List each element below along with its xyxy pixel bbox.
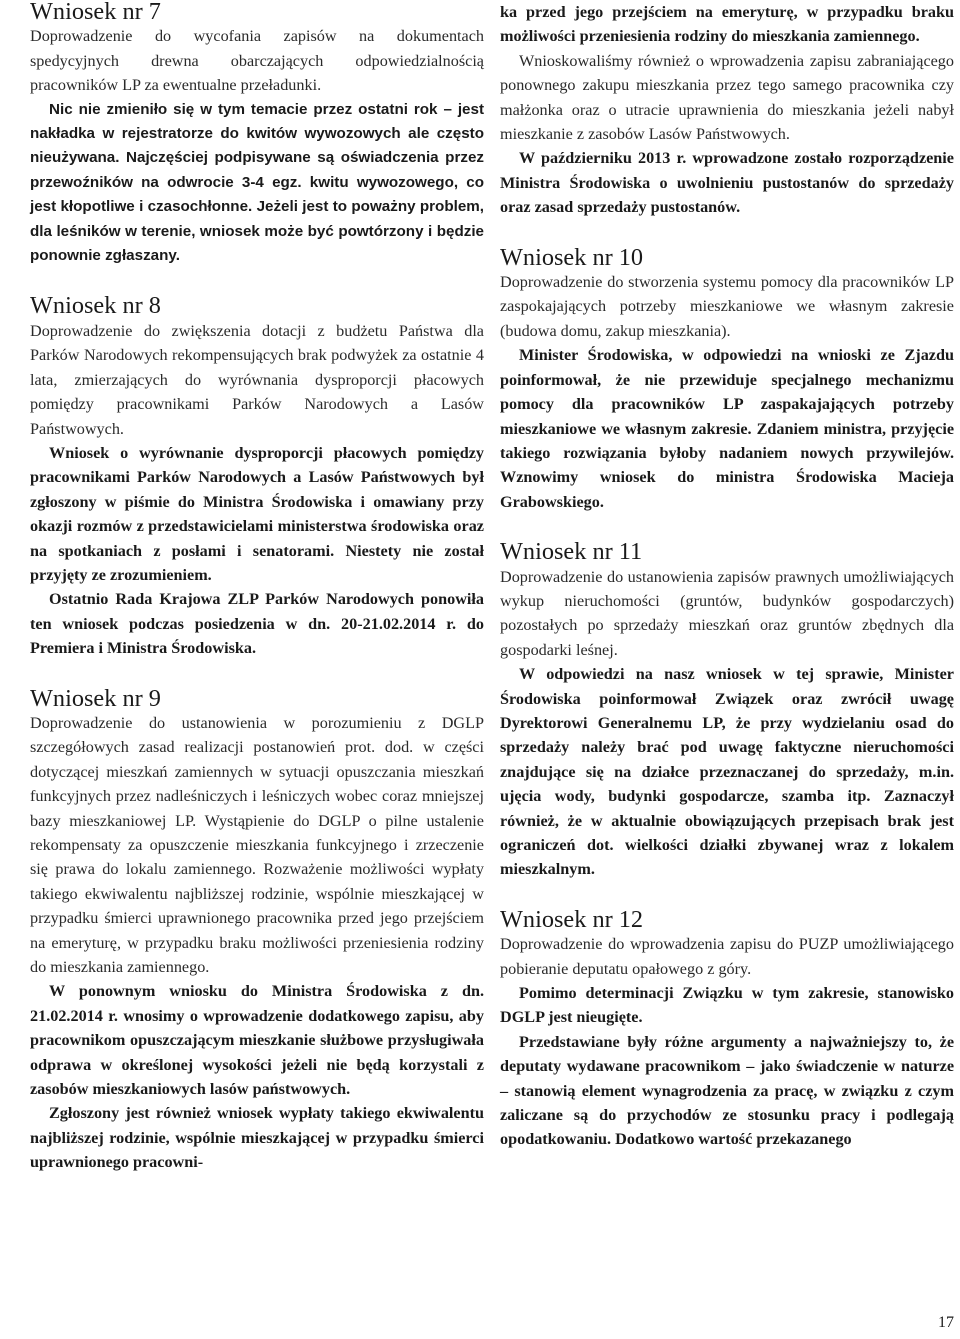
wniosek-9-response-2: Zgłoszony jest również wniosek wypłaty takiego ekwiwalentu najbliższej rodzinie, wspólnie mieszkającej w przypadku śmierci uprawnionego pracowni- bbox=[30, 1104, 484, 1172]
continuation-text: ka przed jego przejściem na emeryturę, w przypadku braku możliwości przeniesienia rodziny do mieszkania zamiennego. bbox=[500, 3, 954, 46]
wniosek-8-response: Wniosek o wyrównanie dysproporcji płacowych pomiędzy pracownikami Parków Narodowych a Lasów Państwowych był zgłoszony w piśmie do Ministra Środowiska i omawiany przy okazji rozmów z przedstawicielami ministerstwa środowiska oraz na spotkaniach z posłami i senatorami. Niestety nie został przyjęty ze zrozumieniem. bbox=[30, 443, 484, 584]
wniosek-7-text: Doprowadzenie do wycofania zapisów na dokumentach spedycyjnych drewna obarczających odpowiedzialnością pracowników LP za ewentualne przeładunki. bbox=[30, 27, 484, 95]
wniosek-7-response bbox=[30, 98, 484, 269]
wniosek-12-text: Doprowadzenie do wprowadzenia zapisu do PUZP umożliwiającego pobieranie deputatu opałowego z góry. bbox=[500, 935, 954, 978]
left-column bbox=[30, 0, 484, 1175]
wniosek-10-text: Doprowadzenie do stworzenia systemu pomocy dla pracowników LP zaspokajających potrzeby mieszkaniowe we własnym zakresie (budowa domu, zakup mieszkania). bbox=[500, 273, 954, 340]
heading-wniosek-8: Wniosek nr 8 bbox=[30, 292, 161, 320]
heading-wniosek-11: Wniosek nr 11 bbox=[500, 538, 643, 566]
right-column bbox=[500, 0, 954, 1152]
wniosek-8-response-2: Ostatnio Rada Krajowa ZLP Parków Narodowych ponowiła ten wniosek podczas posiedzenia w dn. 20-21.02.2014 r. do Premiera i Ministra Środowiska. bbox=[30, 590, 484, 658]
heading-wniosek-12: Wniosek nr 12 bbox=[500, 905, 644, 933]
continuation-text-3: W październiku 2013 r. wprowadzone zostało rozporządzenie Ministra Środowiska o uwolnieniu pustostanów do sprzedaży oraz zasad sprzedaży pustostanów. bbox=[500, 149, 954, 217]
wniosek-9-response: W ponownym wniosku do Ministra Środowiska z dn. 21.02.2014 r. wnosimy o wprowadzenie dodatkowego zapisu, aby pracownikom opuszczającym mieszkanie służbowe przysługiwała odprawa w określonej wysokości jeżeli nie będą korzystali z zasobów mieszkaniowych lasów państwowych. bbox=[30, 982, 484, 1099]
wniosek-8-text: Doprowadzenie do zwiększenia dotacji z budżetu Państwa dla Parków Narodowych rekompensujących brak podwyżek za ostatnie 4 lata, zmierzających do wyrównania dysproporcji płacowych pomiędzy pracownikami Parków Narodowych a Lasów Państwowych. bbox=[30, 321, 484, 438]
wniosek-11-response: W odpowiedzi na nasz wniosek w tej sprawie, Minister Środowiska poinformował Związek oraz zwrócił uwagę Dyrektorowi Generalnemu LP, że przy wydzielaniu osad do sprzedaży należy brać pod uwagę faktyczne nieruchomości znajdujące się na działce przeznaczanej do sprzedaży, m.in. ujęcia wody, budynki gospodarcze, szamba itp. Zaznaczył również, że w aktualnie obowiązujących przepisach brak jest ograniczeń dot. wielkości działki zbywanej wraz z lokalem mieszkalnym. bbox=[500, 665, 954, 879]
wniosek-11-text: Doprowadzenie do ustanowienia zapisów prawnych umożliwiających wykup nieruchomości (gruntów, budynków gospodarczych) pozostałych po sprzedaży mieszkań oraz gruntów zbędnych dla gospodarki leśnej. bbox=[500, 567, 954, 659]
wniosek-10-response: Minister Środowiska, w odpowiedzi na wnioski ze Zjazdu poinformował, że nie przewiduje specjalnego mechanizmu pomocy dla pracowników LP zaspakajających potrzeby mieszkaniowe we własnym zakresie. Zdaniem ministra, przyjęcie takiego rozwiązania byłoby nadaniem nowych przywilejów. Wznowimy wniosek do ministra Środowiska Macieja Grabowskiego. bbox=[500, 346, 954, 511]
wniosek-7-response-a: Nic nie zmieniło się w tym temacie przez ostatni rok – jest nakładka w rejestratorze do kwitów wywozowych ale często nieużywana. bbox=[30, 100, 484, 167]
heading-wniosek-7: Wniosek nr 7 bbox=[30, 0, 161, 25]
continuation-text-2: Wnioskowaliśmy również o wprowadzenia zapisu zabraniającego ponownego zakupu mieszkania przez tego samego pracownika czy małżonka oraz o utracie uprawnienia do mieszkania jeżeli nabył mieszkanie z zasobów Lasów Państwowych. bbox=[500, 51, 954, 144]
wniosek-12-response: Pomimo determinacji Związku w tym zakresie, stanowisko DGLP jest nieugięte. bbox=[500, 984, 954, 1027]
heading-wniosek-9: Wniosek nr 9 bbox=[30, 684, 161, 712]
page-number: 17 bbox=[938, 1314, 954, 1331]
heading-wniosek-10: Wniosek nr 10 bbox=[500, 243, 644, 271]
wniosek-12-response-2: Przedstawiane były różne argumenty a najważniejszy to, że deputaty wydawane pracownikom – jako świadczenie w naturze – stanowią element wynagrodzenia za pracę, w związku z czym zaliczane są do przychodów ze stosunku pracy i podlegają opodatkowaniu. Dodatkowo wartość przekazanego bbox=[500, 1032, 954, 1149]
wniosek-7-response-b: Najczęściej podpisywane są oświadczenia przez przewoźników na odwrocie 3-4 egz. kwitu wywozowego, co jest kłopotliwe i czasochłonne. Jeżeli jest to poważny problem, dla leśników w terenie, wniosek może być powtórzony i będzie ponownie zgłaszany. bbox=[30, 149, 484, 265]
wniosek-9-text: Doprowadzenie do ustanowienia w porozumieniu z DGLP szczegółowych zasad realizacji postanowień prot. dod. w części dotyczącej mieszkań zamiennych w sytuacji opuszczania mieszkań funkcyjnych przez nadleśniczych i leśniczych wobec coraz mniejszej bazy mieszkaniowej LP. Wystąpienie do DGLP o pilne ustalenie rekompensaty za opuszczenie mieszkania funkcyjnego i zrzeczenie się prawa do lokalu zamiennego. Rozważenie możliwości wypłaty takiego ekwiwalentu najbliższej rodzinie, wspólnie mieszkającej w przypadku śmierci uprawnionego pracownika przed jego przejściem na emeryturę, w przypadku braku możliwości przeniesienia rodziny do mieszkania zamiennego. bbox=[30, 713, 484, 977]
